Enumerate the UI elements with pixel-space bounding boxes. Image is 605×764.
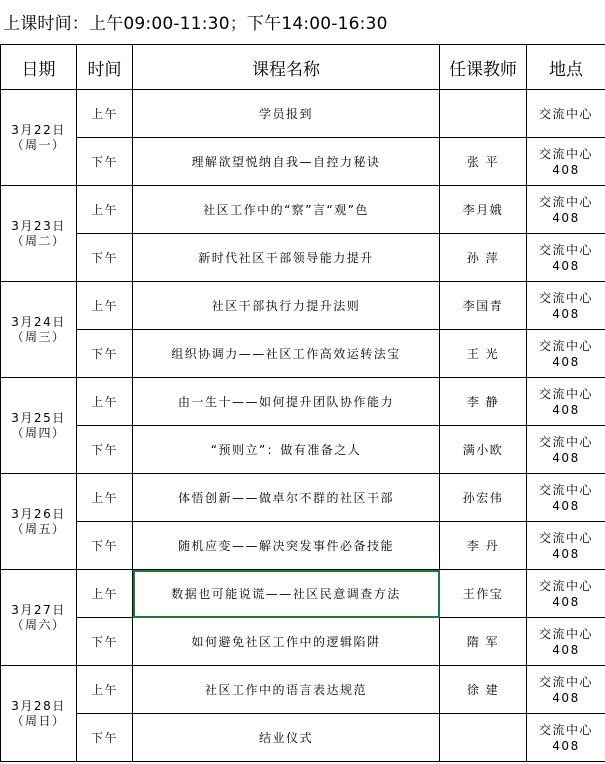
teacher-cell[interactable]: 满小欧	[440, 426, 527, 474]
venue-cell[interactable]	[527, 138, 605, 186]
period-cell[interactable]: 下午	[77, 618, 133, 666]
venue-name: 交流中心	[538, 530, 593, 545]
column-header-course: 课程名称	[133, 45, 440, 90]
venue-name: 交流中心	[538, 146, 593, 161]
teacher-cell[interactable]: 李 静	[440, 378, 527, 426]
teacher-cell[interactable]: 孙宏伟	[440, 474, 527, 522]
venue-name: 交流中心	[538, 386, 593, 401]
table-row	[1, 282, 605, 330]
teacher-cell[interactable]: 张 平	[440, 138, 527, 186]
course-cell[interactable]: 如何避免社区工作中的逻辑陷阱	[133, 618, 440, 666]
course-cell[interactable]: 社区工作中的语言表达规范	[133, 666, 440, 714]
teacher-cell[interactable]: 孙 萍	[440, 234, 527, 282]
period-cell[interactable]: 下午	[77, 426, 133, 474]
venue-room: 408	[552, 546, 580, 561]
table-row	[1, 570, 605, 618]
course-cell[interactable]: 学员报到	[133, 90, 440, 138]
venue-cell[interactable]	[527, 474, 605, 522]
period-cell[interactable]: 上午	[77, 378, 133, 426]
weekday-text: （周一）	[11, 137, 66, 152]
teacher-cell[interactable]	[440, 714, 527, 762]
course-cell[interactable]: 随机应变——解决突发事件必备技能	[133, 522, 440, 570]
date-cell[interactable]	[1, 570, 77, 666]
table-header-row	[1, 45, 605, 90]
venue-cell[interactable]	[527, 378, 605, 426]
table-row	[1, 234, 605, 282]
date-text: 3月26日	[11, 506, 66, 521]
venue-room: 408	[552, 642, 580, 657]
teacher-cell[interactable]: 徐 建	[440, 666, 527, 714]
date-cell[interactable]	[1, 282, 77, 378]
weekday-text: （周六）	[11, 617, 66, 632]
date-text: 3月23日	[11, 218, 66, 233]
venue-room: 408	[552, 498, 580, 513]
table-row	[1, 186, 605, 234]
table-row	[1, 330, 605, 378]
weekday-text: （周四）	[11, 425, 66, 440]
date-cell[interactable]	[1, 90, 77, 186]
course-cell[interactable]: 新时代社区干部领导能力提升	[133, 234, 440, 282]
column-header-time: 时间	[77, 45, 133, 90]
venue-cell[interactable]	[527, 570, 605, 618]
schedule-table	[0, 44, 605, 762]
period-cell[interactable]: 上午	[77, 90, 133, 138]
teacher-cell[interactable]: 隋 军	[440, 618, 527, 666]
period-cell[interactable]: 上午	[77, 666, 133, 714]
venue-name: 交流中心	[538, 674, 593, 689]
weekday-text: （周五）	[11, 521, 66, 536]
venue-name: 交流中心	[538, 482, 593, 497]
column-header-venue: 地点	[527, 45, 605, 90]
column-header-teacher: 任课教师	[440, 45, 527, 90]
table-row	[1, 426, 605, 474]
table-row	[1, 90, 605, 138]
venue-name: 交流中心	[538, 338, 593, 353]
venue-room: 408	[552, 594, 580, 609]
period-cell[interactable]: 上午	[77, 282, 133, 330]
table-row	[1, 474, 605, 522]
venue-cell[interactable]	[527, 282, 605, 330]
venue-name: 交流中心	[538, 242, 593, 257]
venue-name: 交流中心	[538, 290, 593, 305]
period-cell[interactable]: 上午	[77, 186, 133, 234]
table-row	[1, 714, 605, 762]
course-cell[interactable]: 理解欲望悦纳自我—自控力秘诀	[133, 138, 440, 186]
venue-room: 408	[552, 450, 580, 465]
table-row	[1, 618, 605, 666]
teacher-cell[interactable]: 王作宝	[440, 570, 527, 618]
venue-cell[interactable]	[527, 522, 605, 570]
teacher-cell[interactable]: 李国青	[440, 282, 527, 330]
weekday-text: （周三）	[11, 329, 66, 344]
course-cell[interactable]: 社区干部执行力提升法则	[133, 282, 440, 330]
venue-cell[interactable]	[527, 90, 605, 138]
venue-cell[interactable]	[527, 714, 605, 762]
teacher-cell[interactable]	[440, 90, 527, 138]
course-cell[interactable]: 由一生十——如何提升团队协作能力	[133, 378, 440, 426]
venue-name: 交流中心	[538, 722, 593, 737]
date-text: 3月25日	[11, 410, 66, 425]
venue-name: 交流中心	[538, 194, 593, 209]
date-text: 3月28日	[11, 698, 66, 713]
period-cell[interactable]: 上午	[77, 570, 133, 618]
venue-room: 408	[552, 258, 580, 273]
table-row	[1, 138, 605, 186]
teacher-cell[interactable]: 李 丹	[440, 522, 527, 570]
weekday-text: （周二）	[11, 233, 66, 248]
course-cell[interactable]: 社区工作中的“察”言“观”色	[133, 186, 440, 234]
date-cell[interactable]	[1, 666, 77, 762]
date-cell[interactable]	[1, 474, 77, 570]
course-cell[interactable]: 体悟创新——做卓尔不群的社区干部	[133, 474, 440, 522]
date-text: 3月22日	[11, 122, 66, 137]
venue-room: 408	[552, 402, 580, 417]
date-cell[interactable]	[1, 378, 77, 474]
weekday-text: （周日）	[11, 713, 66, 728]
venue-room: 408	[552, 690, 580, 705]
period-cell[interactable]: 下午	[77, 138, 133, 186]
course-cell[interactable]: “预则立”：做有准备之人	[133, 426, 440, 474]
period-cell[interactable]: 下午	[77, 714, 133, 762]
venue-room: 408	[552, 738, 580, 753]
table-row	[1, 522, 605, 570]
table-row	[1, 378, 605, 426]
venue-room: 408	[552, 306, 580, 321]
venue-room: 408	[552, 354, 580, 369]
column-header-date: 日期	[1, 45, 77, 90]
date-cell[interactable]	[1, 186, 77, 282]
class-time-header: 上课时间：上午09:00-11:30；下午14:00-16:30	[3, 14, 388, 34]
venue-name: 交流中心	[538, 434, 593, 449]
venue-cell[interactable]	[527, 426, 605, 474]
course-cell[interactable]: 结业仪式	[133, 714, 440, 762]
venue-cell[interactable]	[527, 330, 605, 378]
course-cell[interactable]: 组织协调力——社区工作高效运转法宝	[133, 330, 440, 378]
period-cell[interactable]: 上午	[77, 474, 133, 522]
venue-name: 交流中心	[538, 626, 593, 641]
period-cell[interactable]: 下午	[77, 234, 133, 282]
venue-name: 交流中心	[538, 106, 593, 121]
course-cell[interactable]: 数据也可能说谎——社区民意调查方法	[133, 570, 440, 618]
venue-room: 408	[552, 162, 580, 177]
teacher-cell[interactable]: 王 光	[440, 330, 527, 378]
venue-cell[interactable]	[527, 234, 605, 282]
date-text: 3月27日	[11, 602, 66, 617]
period-cell[interactable]: 下午	[77, 522, 133, 570]
date-text: 3月24日	[11, 314, 66, 329]
teacher-cell[interactable]: 李月娥	[440, 186, 527, 234]
venue-cell[interactable]	[527, 666, 605, 714]
venue-cell[interactable]	[527, 186, 605, 234]
venue-room: 408	[552, 210, 580, 225]
period-cell[interactable]: 下午	[77, 330, 133, 378]
table-row	[1, 666, 605, 714]
venue-cell[interactable]	[527, 618, 605, 666]
venue-name: 交流中心	[538, 578, 593, 593]
